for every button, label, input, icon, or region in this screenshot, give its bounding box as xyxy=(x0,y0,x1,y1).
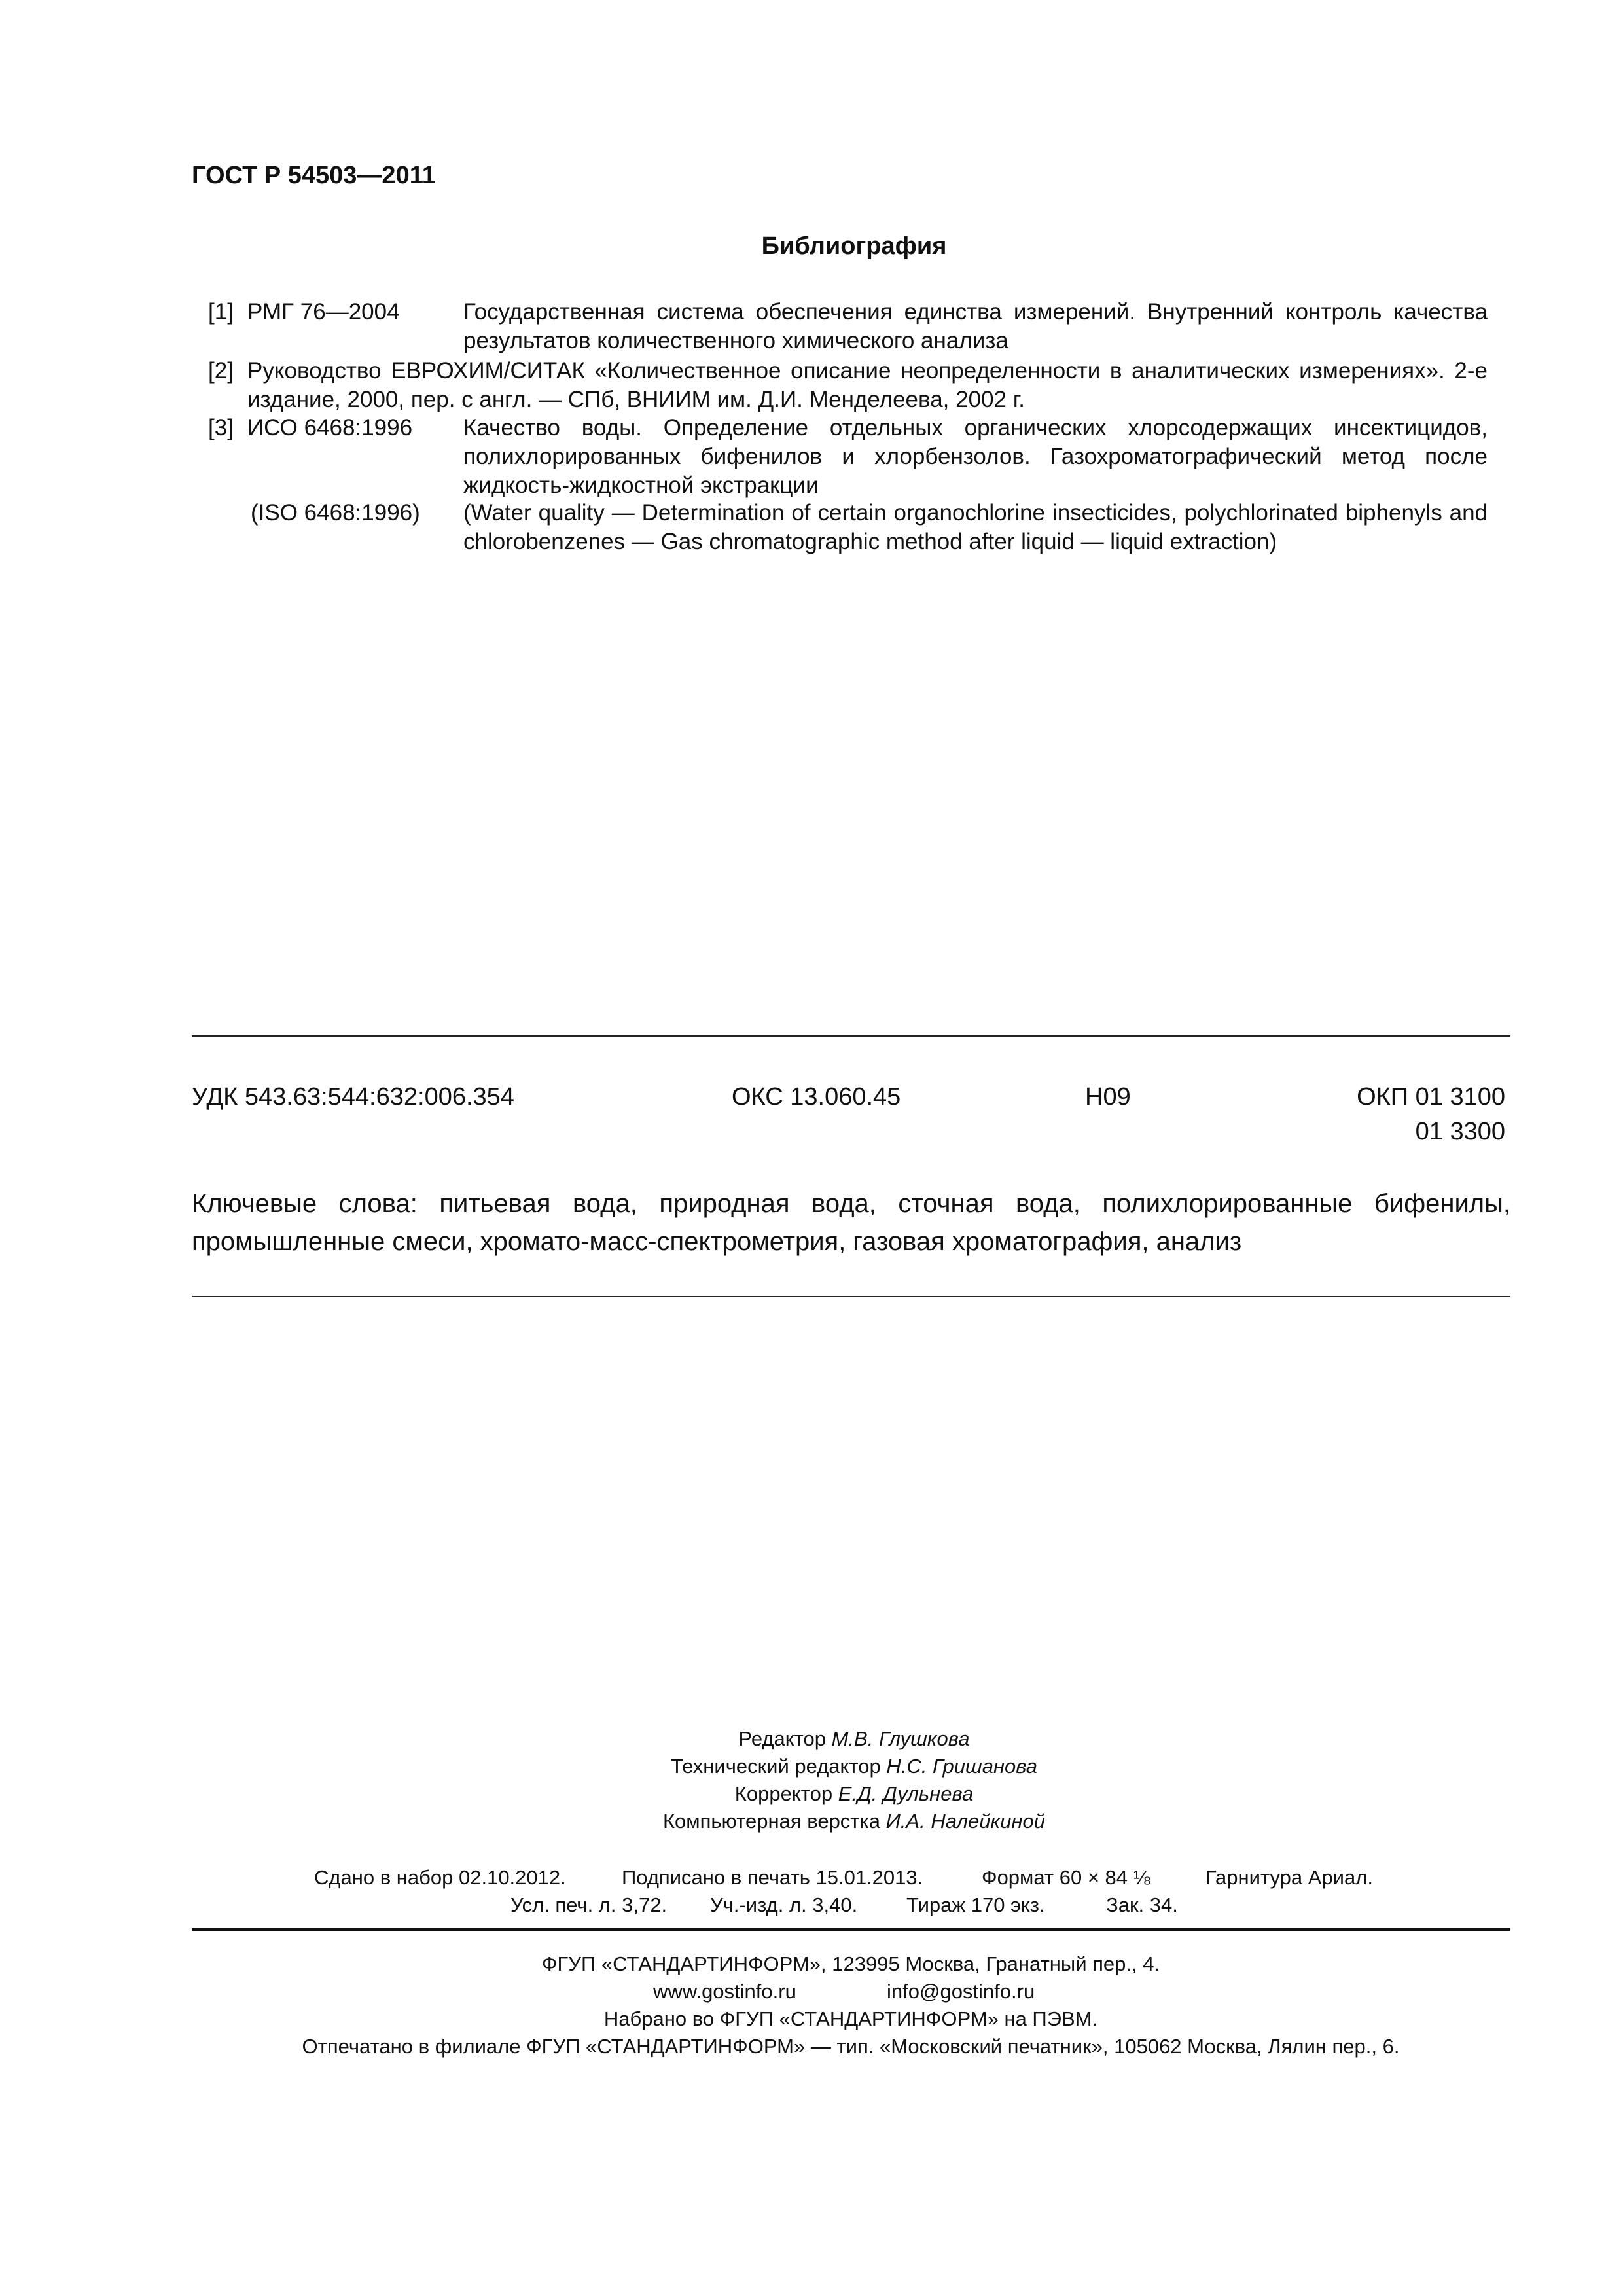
staff-technical-editor xyxy=(576,1753,1132,1780)
staff-role: Корректор xyxy=(734,1782,833,1805)
imprint-print-run: Тираж 170 экз. xyxy=(906,1893,1045,1916)
entry-text: (Water quality — Determination of certain organochlorine insecticides, polychlorinated biphenyls and chlorobenzenes — Gas chromatographic method after liquid — liquid extraction) xyxy=(463,500,1488,554)
divider-bottom xyxy=(192,1928,1510,1931)
udk-code: УДК 543.63:544:632:006.354 xyxy=(192,1083,514,1111)
bibliography-title: Библиография xyxy=(761,232,947,260)
entry-text: Государственная система обеспечения единства измерений. Внутренний контроль качества результатов количественного химического анализа xyxy=(463,299,1488,353)
staff-proofreader xyxy=(576,1780,1132,1808)
keywords: Ключевые слова: питьевая вода, природная вода, сточная вода, полихлорированные бифенилы, промышленные смеси, хромато-масс-спектрометрия, газовая хроматография, анализ xyxy=(192,1189,1510,1256)
publisher-printed: Отпечатано в филиале ФГУП «СТАНДАРТИНФОРМ» — тип. «Московский печатник», 105062 Москва, Лялин пер., 6. xyxy=(302,2035,1400,2058)
oks-code: ОКС 13.060.45 xyxy=(732,1083,901,1111)
entry-code: (ISO 6468:1996) xyxy=(251,500,420,526)
staff-role: Технический редактор xyxy=(671,1755,881,1778)
staff-name: Е.Д. Дульнева xyxy=(838,1782,974,1805)
entry-number: [3] xyxy=(208,415,234,440)
entry-text: Качество воды. Определение отдельных органических хлорсодержащих инсектицидов, полихлорированных бифенилов и хлорбензолов. Газохроматографический метод после жидкость-жидкостной экстракции xyxy=(463,415,1488,498)
divider-top xyxy=(192,1035,1510,1037)
staff-layout xyxy=(576,1808,1132,1835)
entry-code: РМГ 76—2004 xyxy=(247,299,400,325)
imprint-submitted: Сдано в набор 02.10.2012. xyxy=(314,1866,566,1889)
okp-code-2: 01 3300 xyxy=(1415,1118,1505,1145)
staff-name: Н.С. Гришанова xyxy=(886,1755,1037,1778)
document-id: ГОСТ Р 54503—2011 xyxy=(192,162,436,189)
imprint-order: Зак. 34. xyxy=(1106,1893,1178,1916)
imprint-pub-sheets: Уч.-изд. л. 3,40. xyxy=(710,1893,858,1916)
format-fraction: ⅛ xyxy=(1133,1866,1150,1889)
divider-middle xyxy=(192,1296,1510,1297)
imprint-format xyxy=(982,1864,1150,1892)
entry-number: [1] xyxy=(208,299,234,325)
format-label: Формат 60 × 84 xyxy=(982,1866,1128,1889)
publisher-email: info@gostinfo.ru xyxy=(887,1980,1035,2003)
imprint-typeface: Гарнитура Ариал. xyxy=(1205,1866,1373,1889)
imprint-sheets: Усл. печ. л. 3,72. xyxy=(510,1893,668,1916)
publisher-address: ФГУП «СТАНДАРТИНФОРМ», 123995 Москва, Гранатный пер., 4. xyxy=(541,1952,1160,1975)
imprint-signed: Подписано в печать 15.01.2013. xyxy=(622,1866,923,1889)
entry-text: Руководство ЕВРОХИМ/СИТАК «Количественное описание неопределенности в аналитических измерениях». 2-е издание, 2000, пер. с англ. — СПб, ВНИИМ им. Д.И. Менделеева, 2002 г. xyxy=(247,358,1488,412)
entry-number: [2] xyxy=(208,358,234,384)
staff-role: Редактор xyxy=(738,1727,826,1750)
publisher-typeset: Набрано во ФГУП «СТАНДАРТИНФОРМ» на ПЭВМ. xyxy=(603,2007,1098,2030)
group-code: Н09 xyxy=(1085,1083,1131,1111)
staff-role: Компьютерная верстка xyxy=(663,1810,880,1833)
staff-name: М.В. Глушкова xyxy=(831,1727,970,1750)
okp-code-1: ОКП 01 3100 xyxy=(1357,1083,1505,1111)
staff-editor xyxy=(576,1725,1132,1753)
staff-name: И.А. Налейкиной xyxy=(885,1810,1045,1833)
entry-code: ИСО 6468:1996 xyxy=(247,415,413,440)
publisher-website: www.gostinfo.ru xyxy=(653,1980,796,2003)
